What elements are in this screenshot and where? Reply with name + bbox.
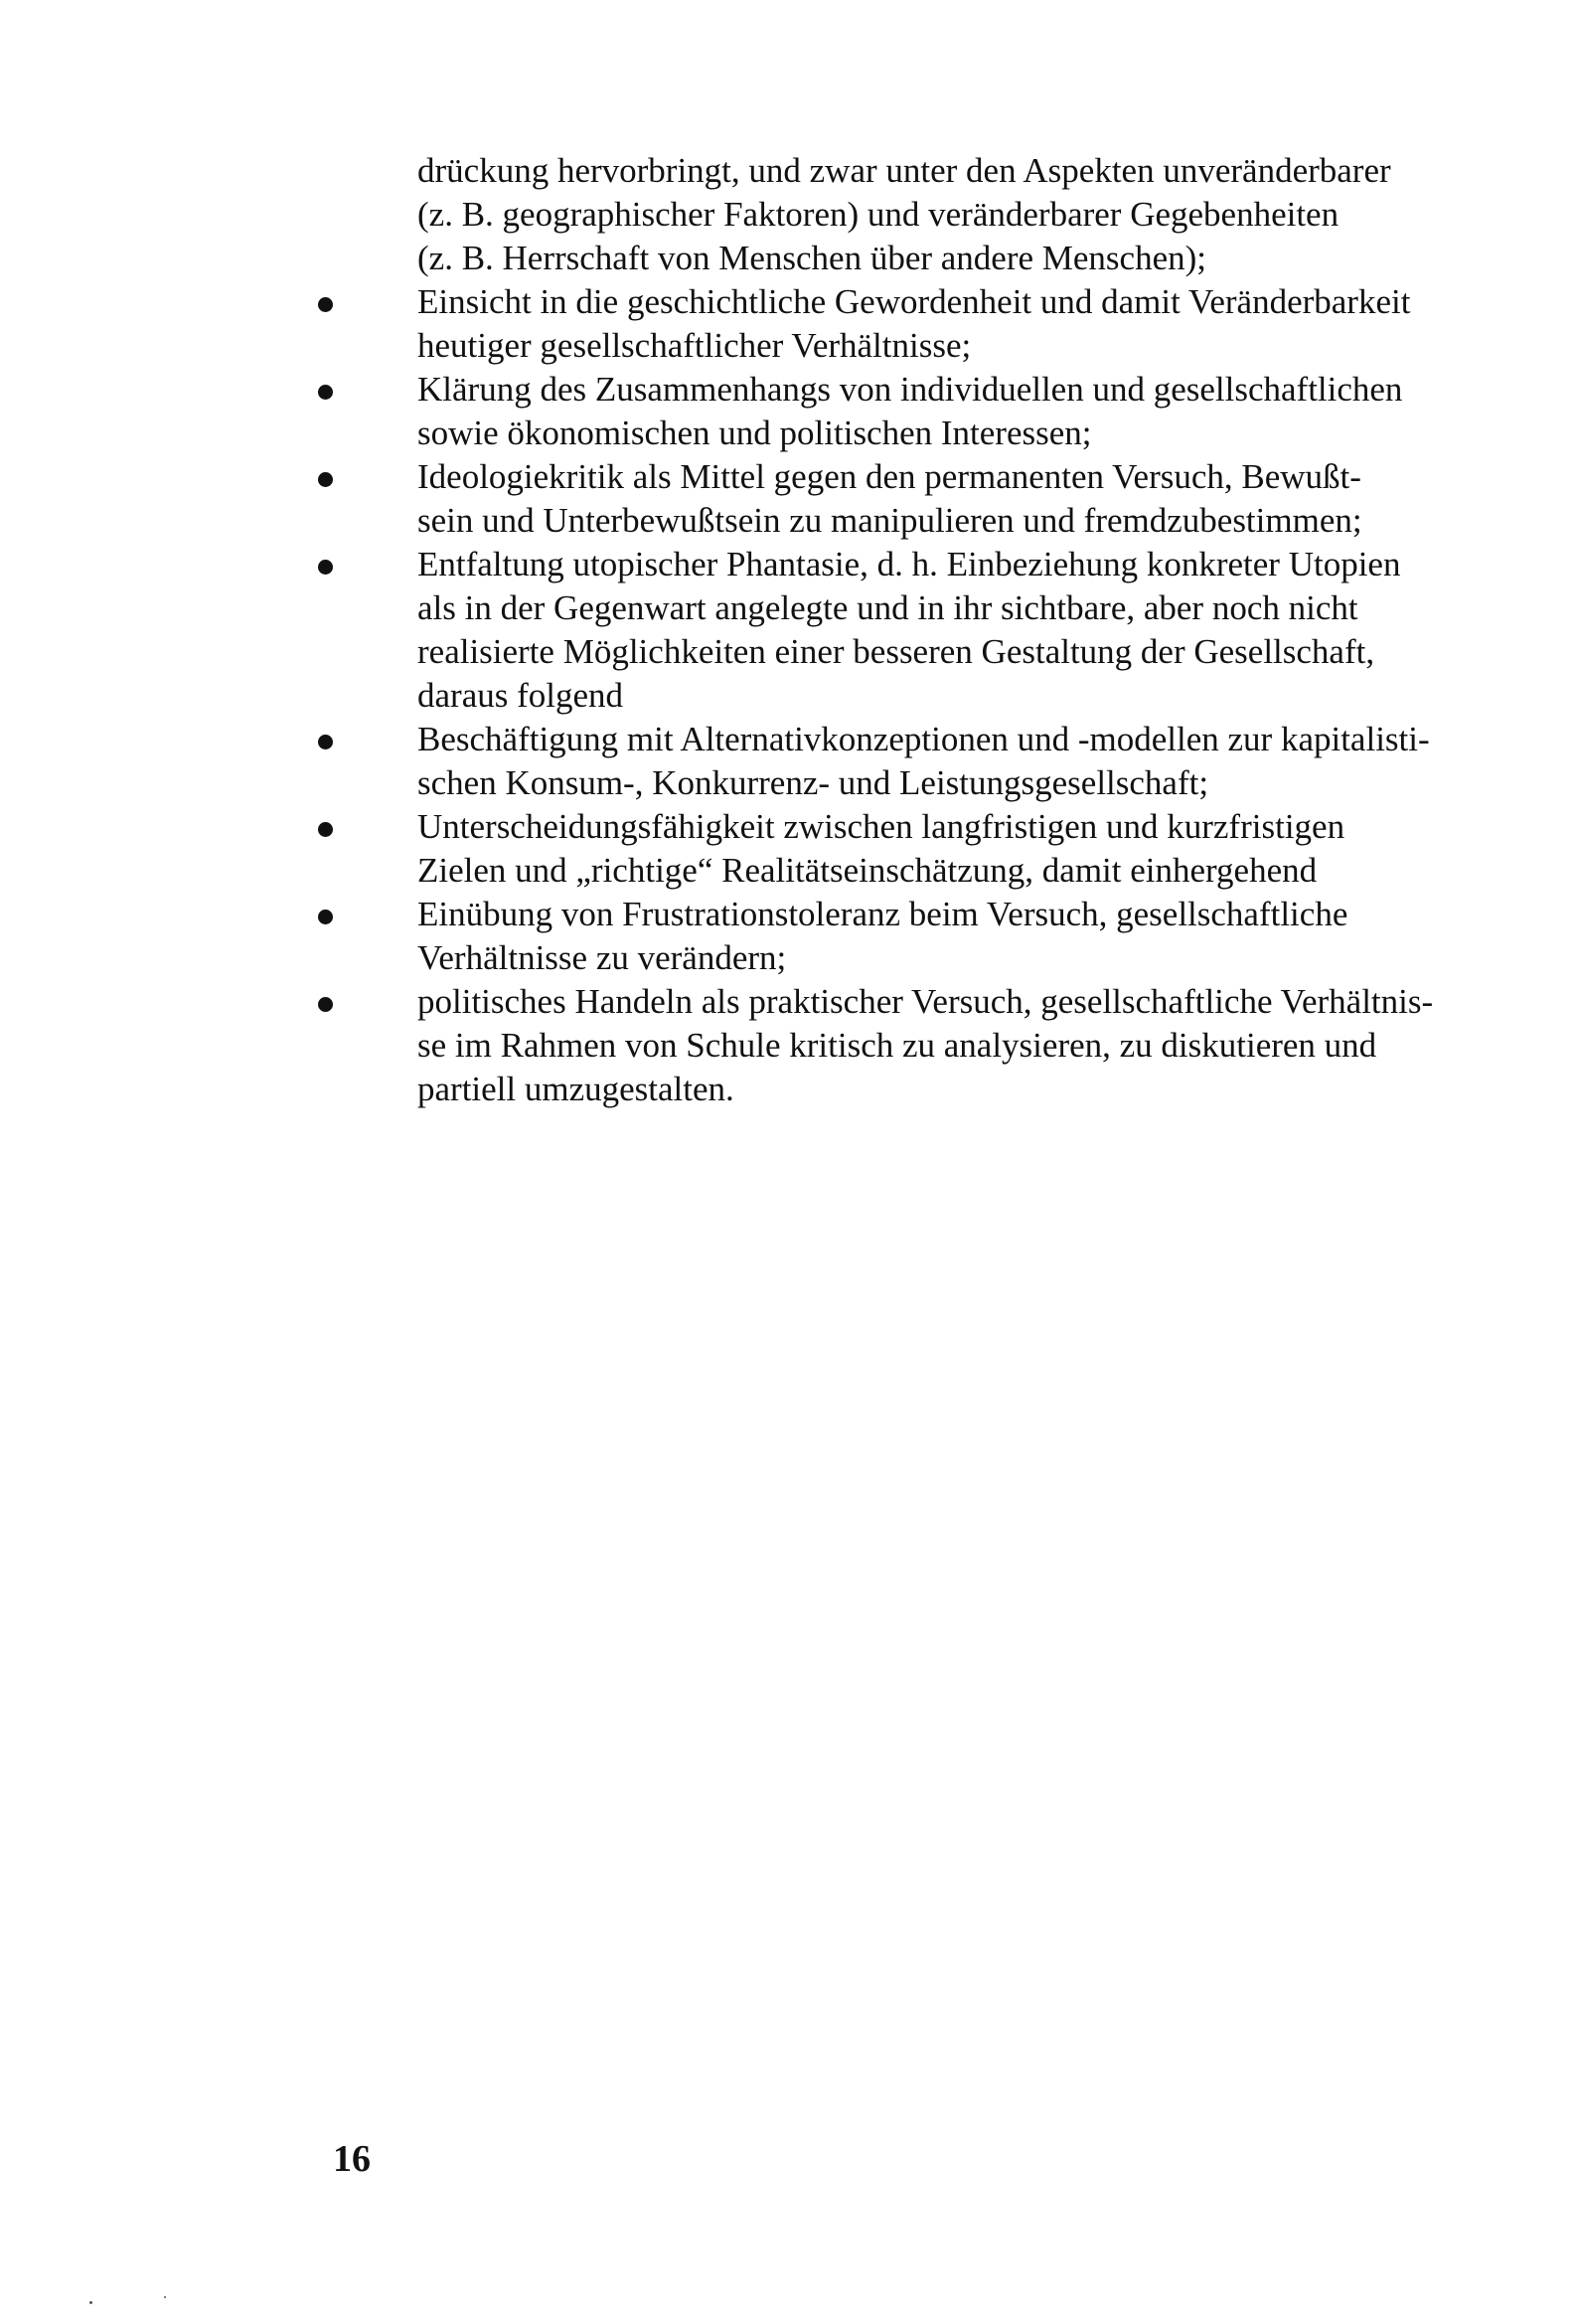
bullet-icon bbox=[318, 735, 333, 749]
text-line: sowie ökonomischen und politischen Interessen; bbox=[417, 414, 1092, 452]
bullet-item bbox=[417, 805, 1525, 893]
text-line: Unterscheidungsfähigkeit zwischen langfristigen und kurzfristigen bbox=[417, 807, 1345, 846]
text-line: Einübung von Frustrationstoleranz beim Versuch, gesellschaftliche bbox=[417, 895, 1348, 933]
text-line: drückung hervorbringt, und zwar unter den Aspekten unveränderbarer bbox=[417, 151, 1391, 190]
text-line: sein und Unterbewußtsein zu manipulieren und fremdzubestimmen; bbox=[417, 501, 1362, 540]
text-line: schen Konsum-, Konkurrenz- und Leistungsgesellschaft; bbox=[417, 763, 1209, 802]
text-line: (z. B. geographischer Faktoren) und veränderbarer Gegebenheiten bbox=[417, 195, 1340, 234]
text-line: als in der Gegenwart angelegte und in ihr sichtbare, aber noch nicht bbox=[417, 588, 1358, 627]
bullet-icon bbox=[318, 910, 333, 924]
bullet-item bbox=[417, 980, 1525, 1111]
text-line: se im Rahmen von Schule kritisch zu analysieren, zu diskutieren und bbox=[417, 1026, 1377, 1065]
body-text bbox=[417, 149, 1525, 1111]
text-line: realisierte Möglichkeiten einer besseren Gestaltung der Gesellschaft, bbox=[417, 632, 1375, 671]
bullet-item bbox=[417, 893, 1525, 980]
bullet-icon bbox=[318, 385, 333, 400]
text-line: Entfaltung utopischer Phantasie, d. h. Einbeziehung konkreter Utopien bbox=[417, 545, 1401, 583]
bullet-icon bbox=[318, 472, 333, 487]
intro-paragraph bbox=[417, 149, 1525, 280]
bullet-icon bbox=[318, 560, 333, 575]
text-line: Verhältnisse zu verändern; bbox=[417, 938, 787, 977]
bullet-icon bbox=[318, 997, 333, 1012]
page-number: 16 bbox=[333, 2138, 371, 2180]
text-line: Zielen und „richtige“ Realitätseinschätzung, damit einhergehend bbox=[417, 851, 1318, 890]
scan-speck bbox=[164, 2296, 166, 2298]
text-line: Klärung des Zusammenhangs von individuellen und gesellschaftlichen bbox=[417, 370, 1403, 409]
bullet-item bbox=[417, 455, 1525, 543]
text-line: (z. B. Herrschaft von Menschen über andere Menschen); bbox=[417, 239, 1206, 277]
bullet-icon bbox=[318, 822, 333, 837]
bullet-item bbox=[417, 543, 1525, 718]
bullet-icon bbox=[318, 297, 333, 312]
text-line: Einsicht in die geschichtliche Gewordenheit und damit Veränderbarkeit bbox=[417, 282, 1411, 321]
text-line: politisches Handeln als praktischer Versuch, gesellschaftliche Verhältnis- bbox=[417, 982, 1434, 1021]
text-line: Ideologiekritik als Mittel gegen den permanenten Versuch, Bewußt- bbox=[417, 457, 1361, 496]
scan-speck bbox=[89, 2301, 92, 2304]
text-line: daraus folgend bbox=[417, 676, 624, 715]
bullet-item bbox=[417, 718, 1525, 805]
text-line: partiell umzugestalten. bbox=[417, 1070, 734, 1108]
text-line: Beschäftigung mit Alternativkonzeptionen und -modellen zur kapitalisti- bbox=[417, 720, 1430, 758]
bullet-item bbox=[417, 368, 1525, 455]
text-line: heutiger gesellschaftlicher Verhältnisse; bbox=[417, 326, 972, 365]
bullet-item bbox=[417, 280, 1525, 368]
